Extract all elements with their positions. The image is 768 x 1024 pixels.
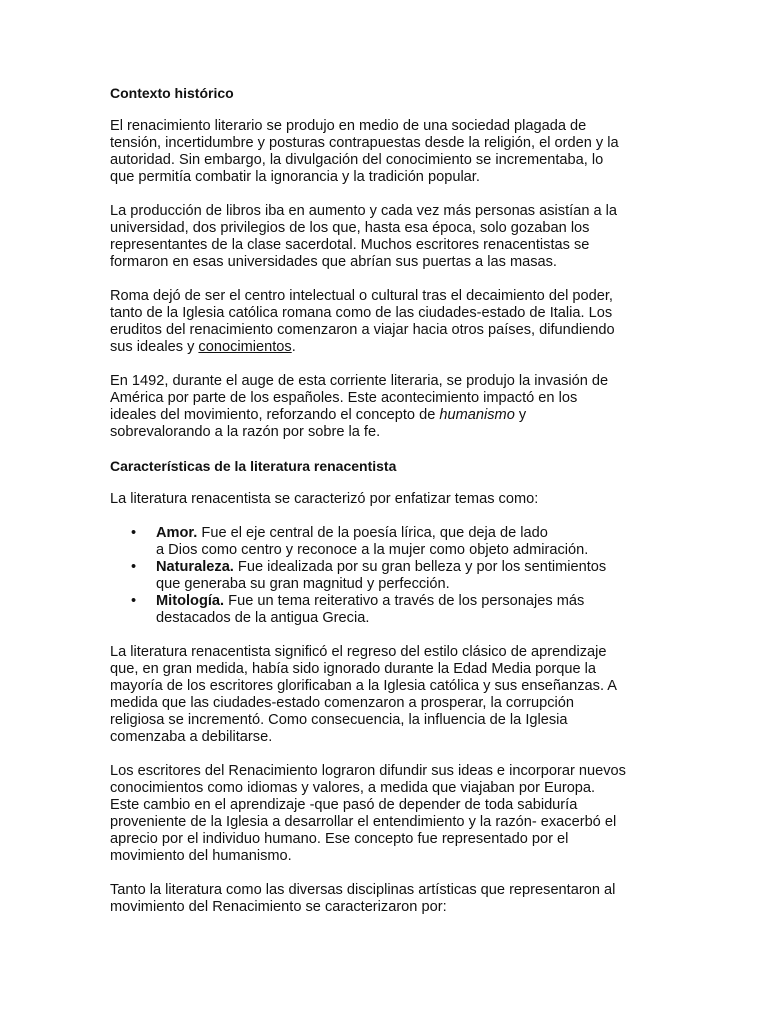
text-line: movimiento del humanismo. — [110, 848, 292, 864]
text-line: tensión, incertidumbre y posturas contrapuestas desde la religión, el orden y la — [110, 135, 619, 151]
text-line: que, en gran medida, había sido ignorado durante la Edad Media porque la — [110, 661, 596, 677]
text-line: comenzaba a debilitarse. — [110, 729, 273, 745]
text-line: a Dios como centro y reconoce a la mujer como objeto admiración. — [156, 542, 589, 558]
list-item — [110, 525, 670, 559]
text-line — [110, 339, 670, 356]
list-item-term: Naturaleza. — [156, 559, 234, 575]
text-line: proveniente de la Iglesia a desarrollar el entendimiento y la razón- exacerbó el — [110, 814, 617, 830]
paragraph-escritores — [110, 763, 670, 865]
list-item-text: Fue el eje central de la poesía lírica, que deja de lado — [197, 525, 548, 541]
text-line: autoridad. Sin embargo, la divulgación del conocimiento se incrementaba, lo — [110, 152, 604, 168]
paragraph-roma — [110, 288, 670, 356]
text-fragment: ideales del movimiento, reforzando el concepto de — [110, 407, 440, 423]
text-line: En 1492, durante el auge de esta corriente literaria, se produjo la invasión de — [110, 373, 609, 389]
list-item-term: Amor. — [156, 525, 198, 541]
paragraph-renacimiento-sociedad — [110, 118, 670, 186]
list-item-text: Fue idealizada por su gran belleza y por los sentimientos — [233, 559, 607, 575]
document-page — [110, 85, 670, 933]
text-fragment: . — [291, 339, 296, 355]
text-line: religiosa se incrementó. Como consecuencia, la influencia de la Iglesia — [110, 712, 568, 728]
text-line: América por parte de los españoles. Este acontecimiento impactó en los — [110, 390, 578, 406]
text-line: Roma dejó de ser el centro intelectual o cultural tras el decaimiento del poder, — [110, 288, 613, 304]
text-line: mayoría de los escritores glorificaban a la Iglesia católica y sus enseñanzas. A — [110, 678, 617, 694]
text-line: Este cambio en el aprendizaje -que pasó de depender de toda sabiduría — [110, 797, 578, 813]
bullet-icon: • — [131, 593, 137, 609]
bullet-icon: • — [131, 559, 137, 575]
text-line: Los escritores del Renacimiento lograron difundir sus ideas e incorporar nuevos — [110, 763, 626, 779]
conocimientos-link[interactable]: conocimientos — [198, 339, 292, 355]
text-fragment: sus ideales y — [110, 339, 199, 355]
heading-caracteristicas: Características de la literatura renacentista — [110, 458, 397, 474]
text-line: aprecio por el individuo humano. Ese concepto fue representado por el — [110, 831, 569, 847]
paragraph-1492 — [110, 373, 670, 441]
text-line: El renacimiento literario se produjo en medio de una sociedad plagada de — [110, 118, 587, 134]
text-line: medida que las ciudades-estado comenzaron a prosperar, la corrupción — [110, 695, 575, 711]
bullet-icon: • — [131, 525, 137, 541]
text-line: representantes de la clase sacerdotal. Muchos escritores renacentistas se — [110, 237, 590, 253]
list-item-text: Fue un tema reiterativo a través de los personajes más — [224, 593, 585, 609]
list-item — [110, 593, 670, 627]
text-line: movimiento del Renacimiento se caracterizaron por: — [110, 899, 447, 915]
text-line — [156, 525, 670, 542]
paragraph-produccion-libros — [110, 203, 670, 271]
humanismo-emphasis: humanismo — [439, 407, 515, 423]
paragraph-disciplinas — [110, 882, 670, 916]
paragraph-estilo-clasico — [110, 644, 670, 746]
text-line: conocimientos como idiomas y valores, a medida que viajaban por Europa. — [110, 780, 596, 796]
text-line: La producción de libros iba en aumento y cada vez más personas asistían a la — [110, 203, 618, 219]
text-line: que permitía combatir la ignorancia y la tradición popular. — [110, 169, 480, 185]
text-line — [110, 407, 670, 424]
text-line — [156, 559, 670, 576]
heading-contexto-historico: Contexto histórico — [110, 85, 234, 101]
text-line: formaron en esas universidades que abrían sus puertas a las masas. — [110, 254, 557, 270]
text-line: destacados de la antigua Grecia. — [156, 610, 370, 626]
text-line: que generaba su gran magnitud y perfección. — [156, 576, 450, 592]
list-item — [110, 559, 670, 593]
text-line: tanto de la Iglesia católica romana como de las ciudades-estado de Italia. Los — [110, 305, 613, 321]
text-line: eruditos del renacimiento comenzaron a viajar hacia otros países, difundiendo — [110, 322, 615, 338]
text-line: sobrevalorando a la razón por sobre la fe. — [110, 424, 381, 440]
list-item-term: Mitología. — [156, 593, 225, 609]
text-line: La literatura renacentista significó el regreso del estilo clásico de aprendizaje — [110, 644, 607, 660]
text-line: Tanto la literatura como las diversas disciplinas artísticas que representaron al — [110, 882, 616, 898]
paragraph-intro-temas: La literatura renacentista se caracterizó por enfatizar temas como: — [110, 491, 539, 507]
text-line — [156, 593, 670, 610]
themes-list — [110, 525, 670, 627]
text-fragment: y — [514, 407, 527, 423]
text-line: universidad, dos privilegios de los que, hasta esa época, solo gozaban los — [110, 220, 590, 236]
